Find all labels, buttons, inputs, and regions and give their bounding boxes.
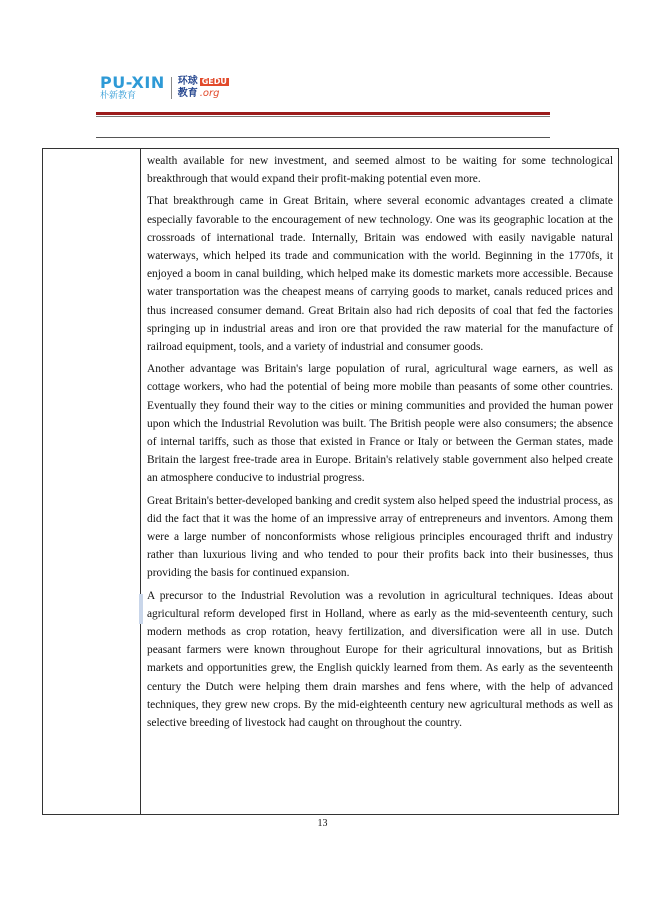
puxin-logo xyxy=(100,75,165,101)
logo-divider xyxy=(171,77,172,99)
content-table xyxy=(42,148,619,815)
puxin-logo-subtext: 朴新教育 xyxy=(100,91,137,101)
paragraph: A precursor to the Industrial Revolution was a revolution in agricultural techniques. Ideas about agricultural reform developed first in Holland, where as early as the mid-seventeenth century, such modern methods as crop rotation, heavy fertilization, and diversification were all in use. Dutch peasant farmers were known throughout Europe for their agricultural innovations, but as British markets and opportunities grew, the English quickly learned from them. As early as the seventeenth century the Dutch were helping them drain marshes and fens where, with the help of advanced techniques, they grew new crops. By the mid-eighteenth century new agricultural methods as well as selective breeding of livestock had caught on throughout the country. xyxy=(147,589,613,730)
header-rule-gray xyxy=(96,116,550,117)
header-rule-red xyxy=(96,112,550,115)
page-number: 13 xyxy=(317,818,328,829)
table-left-column xyxy=(43,149,141,814)
gedu-logo xyxy=(178,77,229,99)
paragraph: wealth available for new investment, and seemed almost to be waiting for some technological breakthrough that would expand their profit-making potential even more. xyxy=(147,155,613,186)
paragraph: That breakthrough came in Great Britain, where several economic advantages created a climate especially favorable to the encouragement of new technology. One was its geographic location at the crossroads of international trade. Internally, Britain was endowed with easily navigable natural waterways, which helped its trade and communication with the world. Beginning in the 1770fs, it enjoyed a boom in canal building, which helped make its domestic markets more accessible. Because water transportation was the cheapest means of carrying goods to market, canals reduced prices and thus increased consumer demand. Great Britain also had rich deposits of coal that fed the factories springing up in industrial areas and iron ore that provided the raw material for the manufacture of railroad equipment, tools, and a variety of industrial and consumer goods. xyxy=(147,195,613,354)
gedu-logo-cn-top: 环球 xyxy=(177,76,198,87)
puxin-logo-text: PU-XIN xyxy=(100,73,165,92)
header-rule-thin xyxy=(96,137,550,138)
paragraph: Another advantage was Britain's large population of rural, agricultural wage earners, as well as cottage workers, who had the potential of being more mobile than peasants of some other countries. Eventually they found their way to the cities or mining communities and provided the human power upon which the Industrial Revolution was built. The British people were also consumers; the absence of internal tariffs, such as those that existed in France or Italy or between the German states, made Britain the largest free-trade area in Europe. Britain's relatively stable government also helped create an atmosphere conducive to industrial progress. xyxy=(147,363,613,485)
gedu-logo-badge: GEDU xyxy=(201,77,227,86)
gedu-logo-org: .org xyxy=(199,88,220,99)
gedu-logo-cn-bottom: 教育 xyxy=(177,88,198,99)
header-logo xyxy=(100,75,229,101)
paragraph: Great Britain's better-developed banking and credit system also helped speed the industrial process, as did the fact that it was the home of an impressive array of entrepreneurs and inventors. Among them were a large number of nonconformists whose religious principles encouraged thrift and industry rather than luxurious living and who tended to pour their profits back into their businesses, thus providing the basis for continued expansion. xyxy=(147,494,613,580)
table-text-column xyxy=(147,152,613,736)
margin-marker xyxy=(139,594,143,624)
